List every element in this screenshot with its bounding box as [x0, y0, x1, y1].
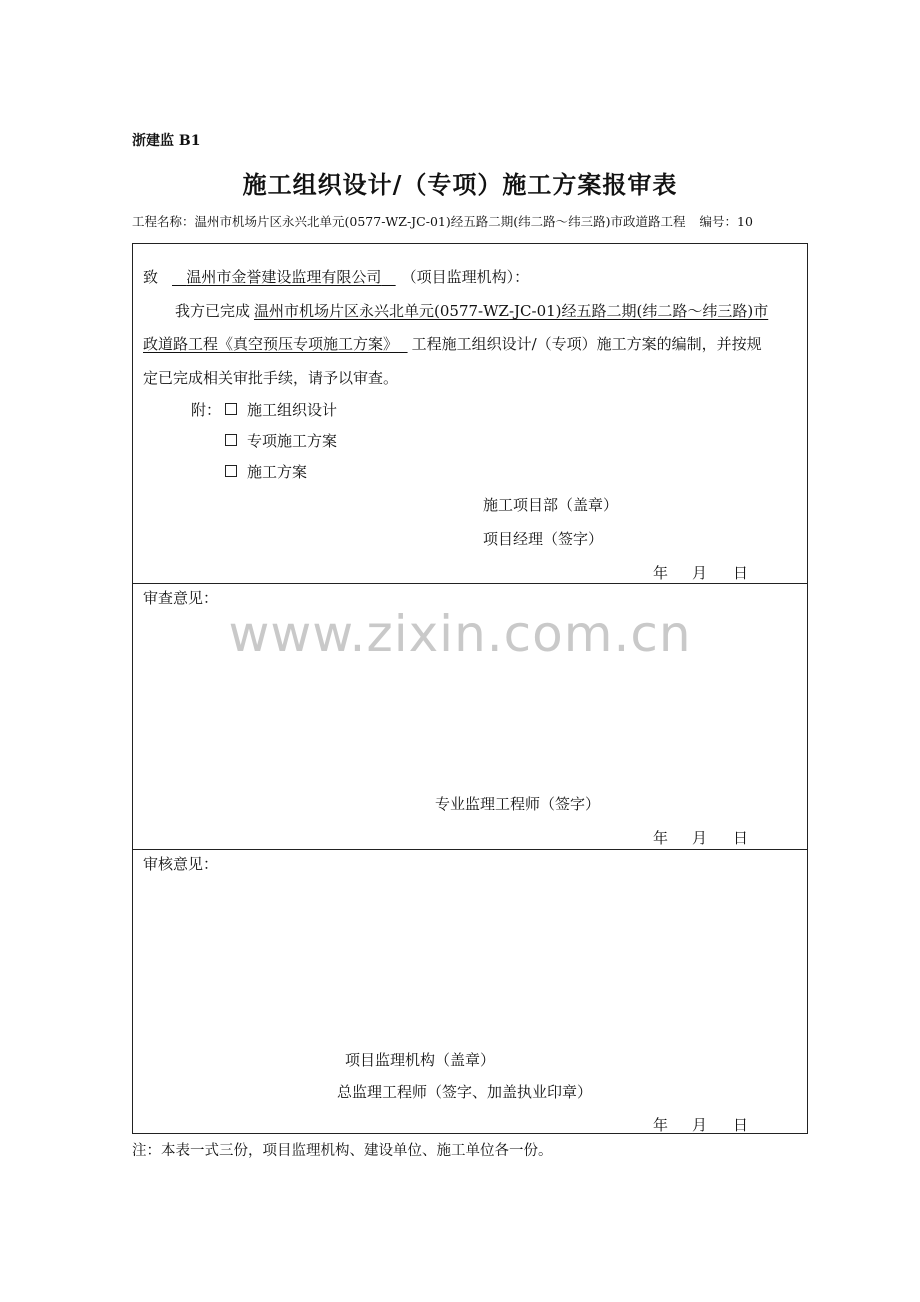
- project-line: [132, 212, 753, 230]
- contractor-seal-label: 施工项目部（盖章）: [483, 496, 619, 514]
- attachment-1: 附： 施工组织设计: [191, 401, 338, 419]
- document-title: 施工组织设计/（专项）施工方案报审表: [242, 170, 678, 199]
- form-code: 浙建监 B1: [132, 133, 201, 149]
- to-prefix: 致: [143, 268, 159, 286]
- review-opinion-label: 审查意见：: [143, 589, 219, 607]
- date-line-2: 年 月 日: [653, 829, 749, 847]
- date-line-3: 年 月 日: [653, 1116, 749, 1134]
- statement-line-1: 我方已完成 温州市机场片区永兴北单元(0577-WZ-JC-01)经五路二期(纬二路～纬三路)市: [175, 302, 769, 320]
- checkbox-special-scheme[interactable]: [225, 434, 237, 446]
- attachment-3: 施工方案: [225, 461, 307, 482]
- statement-line-2: 政道路工程《真空预压专项施工方案》 工程施工组织设计/（专项）施工方案的编制，并按规: [143, 335, 762, 353]
- addressee-line: [143, 266, 529, 287]
- attach-label: 附：: [191, 401, 222, 419]
- watermark: www.zixin.com.cn: [228, 605, 692, 663]
- checkbox-construction-design[interactable]: [225, 403, 237, 415]
- footer-note: 注：本表一式三份，项目监理机构、建设单位、施工单位各一份。: [132, 1143, 553, 1159]
- project-manager-signature-label: 项目经理（签字）: [483, 530, 604, 548]
- project-underlined-2: 政道路工程《真空预压专项施工方案》: [143, 335, 399, 353]
- project-underlined-1: 温州市机场片区永兴北单元(0577-WZ-JC-01)经五路二期(纬二路～纬三路)市: [254, 302, 769, 320]
- attachment-2: 专项施工方案: [225, 430, 337, 451]
- chief-engineer-signature-label: 总监理工程师（签字、加盖执业印章）: [337, 1083, 593, 1101]
- checkbox-construction-scheme[interactable]: [225, 465, 237, 477]
- audit-section: [133, 850, 807, 1133]
- project-name: 工程名称：温州市机场片区永兴北单元(0577-WZ-JC-01)经五路二期(纬二路～纬三路)市政道路工程: [132, 214, 686, 229]
- supervision-org-seal-label: 项目监理机构（盖章）: [345, 1051, 496, 1069]
- audit-opinion-label: 审核意见：: [143, 855, 219, 873]
- supervision-org: 温州市金誉建设监理有限公司: [186, 268, 382, 286]
- supervising-engineer-signature-label: 专业监理工程师（签字）: [435, 795, 601, 813]
- approval-form-table: [132, 243, 808, 1134]
- form-number: 编号：10: [699, 214, 753, 229]
- date-line-1: 年 月 日: [653, 564, 749, 582]
- statement-line-3: 定已完成相关审批手续，请予以审查。: [143, 369, 399, 387]
- to-suffix: （项目监理机构）：: [401, 268, 530, 286]
- submission-section: [133, 244, 807, 584]
